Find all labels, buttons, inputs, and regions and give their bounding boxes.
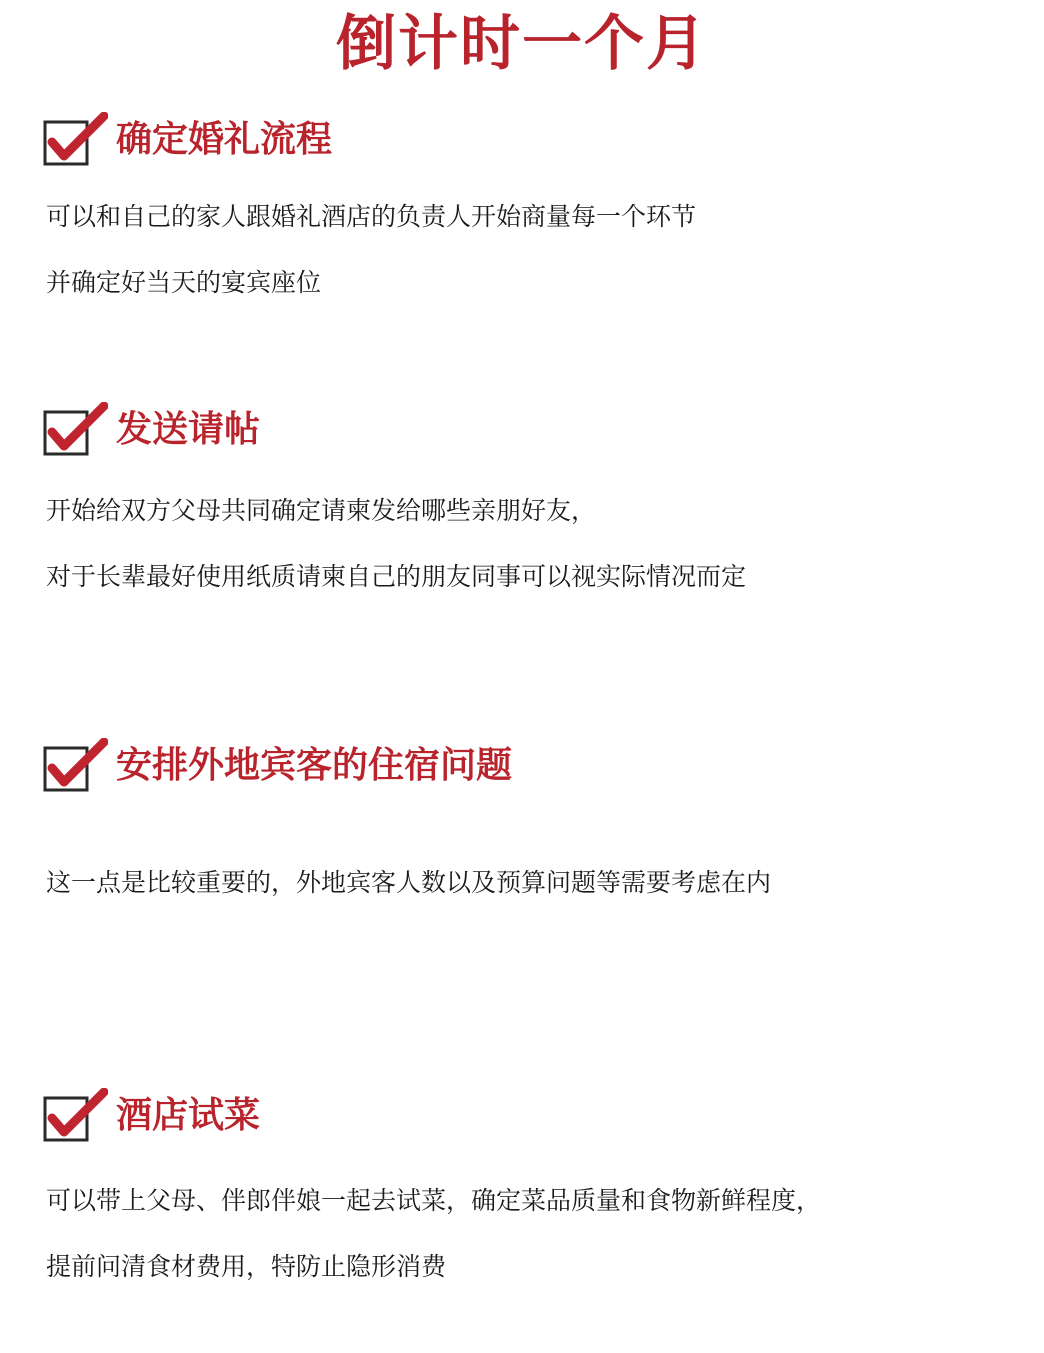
section-text-line: 这一点是比较重要的，外地宾客人数以及预算问题等需要考虑在内 <box>46 868 772 897</box>
checkbox-checked-icon <box>42 1088 108 1144</box>
checkbox-checked-icon <box>42 112 108 168</box>
section-menu-tasting <box>42 1088 1002 1281</box>
section-send-invitations <box>42 402 1002 591</box>
section-text-line: 可以带上父母、伴郎伴娘一起去试菜，确定菜品质量和食物新鲜程度， <box>46 1186 822 1215</box>
section-text-line: 并确定好当天的宴宾座位 <box>46 268 322 297</box>
section-title: 发送请帖 <box>116 409 261 450</box>
section-text-line: 提前问清食材费用，特防止隐形消费 <box>46 1252 447 1281</box>
section-header <box>42 738 1002 798</box>
checkbox-checked-icon <box>42 402 108 458</box>
section-title: 酒店试菜 <box>116 1095 261 1136</box>
section-text-line: 对于长辈最好使用纸质请柬自己的朋友同事可以视实际情况而定 <box>46 562 747 591</box>
section-wedding-process <box>42 112 1002 297</box>
section-text-line: 开始给双方父母共同确定请柬发给哪些亲朋好友， <box>46 496 597 525</box>
section-guest-accommodation <box>42 738 1002 897</box>
section-header <box>42 1088 1002 1148</box>
section-header <box>42 112 1002 172</box>
section-title: 安排外地宾客的住宿问题 <box>116 745 513 786</box>
checkbox-checked-icon <box>42 738 108 794</box>
section-header <box>42 402 1002 462</box>
section-text-line: 可以和自己的家人跟婚礼酒店的负责人开始商量每一个环节 <box>46 202 697 231</box>
section-title: 确定婚礼流程 <box>116 119 333 160</box>
page-title: 倒计时一个月 <box>336 9 708 79</box>
